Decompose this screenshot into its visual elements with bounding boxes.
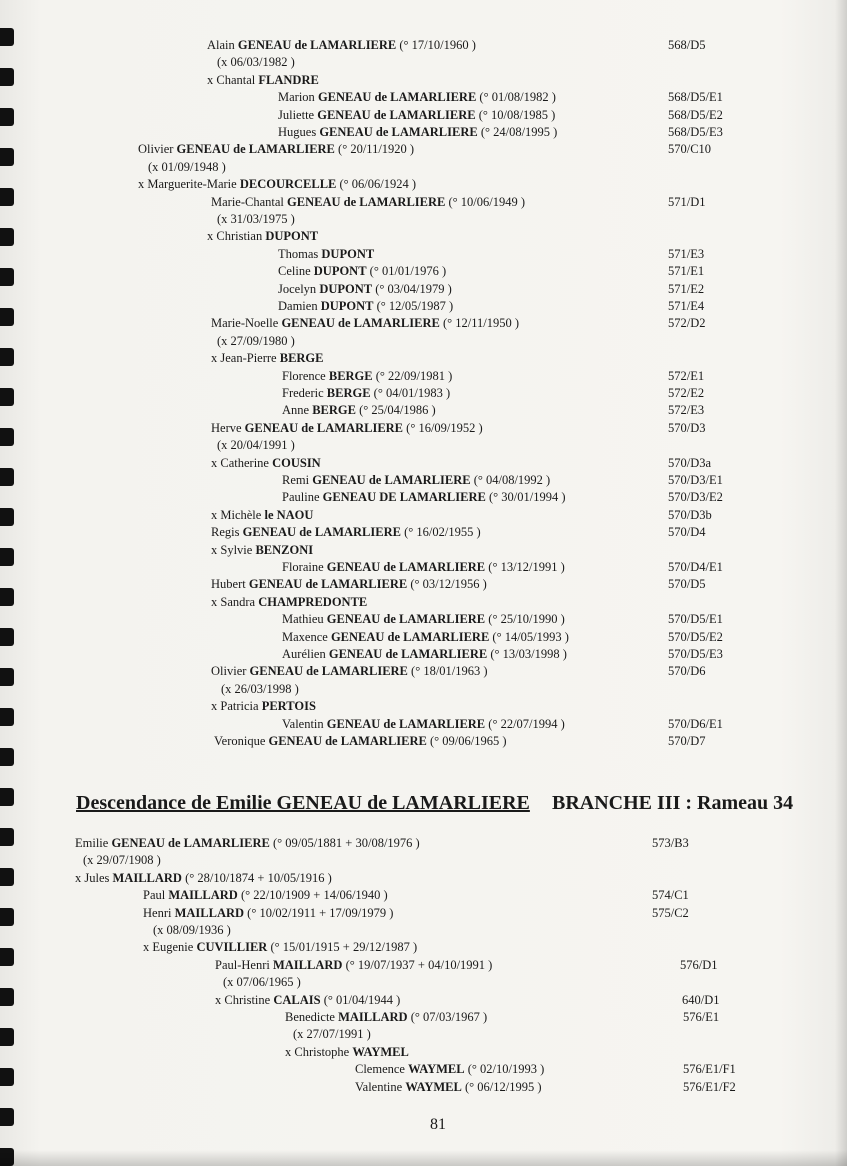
binding-ring	[0, 948, 14, 966]
binding-ring	[0, 468, 14, 486]
reference-code: 570/D5/E2	[668, 629, 723, 644]
person-entry	[211, 595, 367, 610]
given-name: Clemence	[355, 1062, 409, 1077]
binding-ring	[0, 268, 14, 286]
life-dates: (° 22/07/1994 )	[485, 716, 565, 731]
person-entry	[278, 282, 452, 297]
binding-ring	[0, 788, 14, 806]
given-name: Mathieu	[282, 612, 327, 627]
given-name: x Eugenie	[143, 940, 197, 955]
surname: DUPONT	[321, 246, 375, 261]
surname: GENEAU de LAMARLIERE	[244, 420, 404, 435]
surname: CUVILLIER	[196, 940, 268, 955]
person-entry	[215, 993, 400, 1008]
given-name: x Marguerite-Marie	[138, 177, 240, 192]
life-dates: (° 07/03/1967 )	[407, 1010, 488, 1024]
reference-code: 568/D5/E1	[668, 90, 723, 105]
surname: DUPONT	[320, 299, 374, 313]
surname: GENEAU de LAMARLIERE	[328, 647, 488, 661]
life-dates: (° 15/01/1915 + 29/12/1987 )	[267, 940, 418, 955]
binding-ring	[0, 668, 14, 686]
life-dates: (° 13/12/1991 )	[485, 560, 565, 574]
binding-ring	[0, 628, 14, 646]
life-dates: (° 03/12/1956 )	[407, 577, 487, 592]
surname: DUPONT	[319, 281, 373, 296]
reference-code: 570/D3/E1	[668, 473, 723, 487]
binding-ring	[0, 68, 14, 86]
surname: BERGE	[279, 351, 324, 366]
given-name: Paul-Henri	[215, 957, 273, 972]
binding-ring	[0, 708, 14, 726]
reference-code: 575/C2	[652, 905, 689, 920]
binding-ring	[0, 308, 14, 326]
person-entry	[214, 734, 507, 749]
binding-ring	[0, 188, 14, 206]
person-entry	[282, 630, 569, 645]
surname: GENEAU de LAMARLIERE	[287, 194, 446, 209]
given-name: x Christine	[215, 992, 274, 1007]
life-dates: (° 28/10/1874 + 10/05/1916 )	[181, 870, 332, 885]
life-dates: (° 14/05/1993 )	[489, 629, 569, 644]
reference-code: 570/C10	[668, 142, 712, 157]
given-name: (x 26/03/1998 )	[221, 681, 299, 696]
given-name: (x 07/06/1965 )	[223, 975, 301, 990]
surname: BENZONI	[255, 542, 314, 557]
person-entry	[211, 525, 481, 540]
given-name: Anne	[282, 403, 313, 418]
reference-code: 571/D1	[668, 194, 706, 209]
given-name: x Christian	[207, 229, 266, 244]
surname: WAYMEL	[352, 1044, 409, 1059]
life-dates: (° 03/04/1979 )	[372, 281, 452, 296]
binding-ring	[0, 588, 14, 606]
life-dates: (° 22/10/1909 + 14/06/1940 )	[237, 888, 388, 903]
life-dates: (° 18/01/1963 )	[407, 664, 488, 679]
binding-ring	[0, 748, 14, 766]
given-name: Juliette	[278, 107, 318, 122]
surname: WAYMEL	[405, 1079, 462, 1094]
given-name: Frederic	[282, 386, 327, 400]
person-entry	[211, 664, 488, 679]
person-entry	[211, 699, 316, 714]
surname: DUPONT	[313, 264, 367, 279]
given-name: x Sandra	[211, 594, 259, 609]
person-entry	[355, 1062, 544, 1077]
surname: GENEAU de LAMARLIERE	[248, 577, 408, 592]
surname: GENEAU de LAMARLIERE	[317, 90, 477, 105]
person-entry	[278, 247, 374, 262]
given-name: (x 08/09/1936 )	[153, 923, 231, 937]
life-dates: (° 01/04/1944 )	[320, 992, 401, 1007]
person-entry	[207, 73, 319, 88]
life-dates: (° 09/06/1965 )	[426, 734, 507, 748]
given-name: Olivier	[211, 664, 250, 679]
person-entry	[211, 421, 483, 436]
reference-code: 573/B3	[652, 836, 689, 850]
given-name: Jocelyn	[278, 281, 320, 296]
person-entry	[211, 577, 487, 592]
given-name: (x 27/09/1980 )	[217, 333, 295, 348]
given-name: Alain	[207, 38, 238, 52]
surname: MAILLARD	[168, 888, 238, 903]
person-entry	[282, 369, 452, 384]
surname: CALAIS	[273, 992, 321, 1007]
surname: le NAOU	[264, 507, 314, 522]
surname: GENEAU de LAMARLIERE	[312, 473, 471, 487]
given-name: Hugues	[278, 125, 320, 139]
life-dates: (° 10/02/1911 + 17/09/1979 )	[244, 905, 394, 920]
person-entry	[223, 975, 301, 990]
person-entry	[282, 403, 436, 418]
given-name: Regis	[211, 525, 243, 540]
person-entry	[282, 717, 565, 732]
given-name: x Jean-Pierre	[211, 351, 280, 366]
reference-code: 571/E2	[668, 281, 705, 296]
binding-ring	[0, 108, 14, 126]
given-name: x Christophe	[285, 1044, 353, 1059]
reference-code: 572/D2	[668, 316, 706, 331]
reference-code: 570/D6/E1	[668, 716, 723, 731]
binding-ring	[0, 348, 14, 366]
page-bottom-shadow	[0, 1150, 847, 1166]
reference-code: 571/E4	[668, 299, 705, 313]
person-entry	[278, 264, 446, 279]
given-name: Marie-Noelle	[211, 316, 282, 331]
binding-ring	[0, 988, 14, 1006]
reference-code: 576/E1/F2	[683, 1079, 736, 1094]
surname: BERGE	[328, 368, 373, 383]
person-entry	[143, 940, 417, 955]
given-name: x Jules	[75, 870, 113, 885]
life-dates: (° 06/12/1995 )	[461, 1079, 542, 1094]
person-entry	[278, 125, 557, 140]
person-entry	[282, 647, 567, 662]
surname: GENEAU de LAMARLIERE	[319, 125, 478, 139]
person-entry	[282, 560, 565, 575]
person-entry	[278, 90, 556, 105]
person-entry	[75, 836, 420, 851]
surname: GENEAU de LAMARLIERE	[330, 629, 490, 644]
surname: MAILLARD	[174, 905, 245, 920]
reference-code: 571/E3	[668, 246, 705, 261]
person-entry	[217, 212, 295, 227]
life-dates: (° 16/02/1955 )	[400, 525, 481, 540]
person-entry	[282, 473, 550, 488]
person-entry	[217, 438, 295, 453]
person-entry	[211, 316, 519, 331]
person-entry	[211, 195, 525, 210]
heading-title: Descendance de Emilie GENEAU de LAMARLIERE	[76, 792, 530, 814]
given-name: Marion	[278, 90, 318, 105]
life-dates: (° 04/08/1992 )	[470, 473, 551, 487]
life-dates: (° 17/10/1960 )	[396, 38, 476, 52]
reference-code: 570/D6	[668, 664, 706, 679]
life-dates: (° 12/05/1987 )	[373, 299, 454, 313]
reference-code: 570/D7	[668, 734, 706, 748]
given-name: Maxence	[282, 629, 331, 644]
surname: PERTOIS	[261, 699, 316, 714]
binding-ring	[0, 508, 14, 526]
person-entry	[143, 906, 393, 921]
given-name: Paul	[143, 888, 169, 903]
person-entry	[282, 386, 450, 401]
reference-code: 576/E1	[683, 1010, 720, 1024]
person-entry	[293, 1027, 371, 1042]
given-name: (x 31/03/1975 )	[217, 212, 295, 226]
section-heading	[76, 792, 796, 815]
reference-code: 576/E1/F1	[683, 1062, 736, 1077]
surname: GENEAU de LAMARLIERE	[111, 836, 270, 850]
person-entry	[211, 351, 324, 366]
person-entry	[207, 38, 476, 53]
surname: GENEAU de LAMARLIERE	[281, 316, 440, 331]
given-name: Aurélien	[282, 647, 329, 661]
binding-ring	[0, 388, 14, 406]
surname: WAYMEL	[408, 1062, 465, 1077]
reference-code: 572/E3	[668, 403, 705, 418]
given-name: Valentin	[282, 716, 327, 731]
given-name: (x 29/07/1908 )	[83, 853, 161, 868]
reference-code: 570/D4/E1	[668, 560, 723, 574]
given-name: Henri	[143, 905, 175, 920]
reference-code: 571/E1	[668, 264, 705, 279]
given-name: Herve	[211, 420, 245, 435]
reference-code: 570/D3a	[668, 455, 712, 470]
given-name: Floraine	[282, 560, 327, 574]
life-dates: (° 04/01/1983 )	[370, 386, 451, 400]
life-dates: (° 30/01/1994 )	[485, 490, 566, 505]
given-name: x Michèle	[211, 507, 265, 522]
binding-ring	[0, 868, 14, 886]
life-dates: (° 01/08/1982 )	[476, 90, 556, 105]
person-entry	[211, 456, 321, 471]
surname: GENEAU de LAMARLIERE	[326, 560, 486, 574]
surname: GENEAU de LAMARLIERE	[249, 664, 408, 679]
person-entry	[215, 958, 492, 973]
given-name: (x 20/04/1991 )	[217, 438, 295, 453]
given-name: Benedicte	[285, 1010, 339, 1024]
reference-code: 576/D1	[680, 957, 718, 972]
reference-code: 640/D1	[682, 992, 720, 1007]
reference-code: 568/D5/E2	[668, 107, 723, 122]
life-dates: (° 22/09/1981 )	[372, 368, 453, 383]
surname: GENEAU de LAMARLIERE	[326, 716, 486, 731]
person-entry	[355, 1080, 542, 1095]
person-entry	[282, 612, 565, 627]
life-dates: (° 19/07/1937 + 04/10/1991 )	[342, 957, 493, 972]
reference-code: 570/D4	[668, 525, 706, 540]
binding-ring	[0, 148, 14, 166]
given-name: Thomas	[278, 246, 322, 261]
binding-ring	[0, 228, 14, 246]
person-entry	[138, 177, 416, 192]
binding-ring	[0, 428, 14, 446]
binding-ring	[0, 1068, 14, 1086]
given-name: (x 27/07/1991 )	[293, 1027, 371, 1042]
surname: DUPONT	[265, 229, 319, 244]
surname: FLANDRE	[258, 72, 319, 87]
reference-code: 570/D3b	[668, 507, 712, 522]
person-entry	[278, 299, 453, 314]
surname: GENEAU de LAMARLIERE	[237, 38, 397, 52]
binding-ring	[0, 1108, 14, 1126]
person-entry	[148, 160, 226, 175]
page-number: 81	[430, 1116, 446, 1133]
surname: GENEAU de LAMARLIERE	[326, 612, 486, 627]
life-dates: (° 16/09/1952 )	[403, 420, 483, 435]
given-name: (x 01/09/1948 )	[148, 159, 226, 174]
life-dates: (° 20/11/1920 )	[334, 142, 415, 157]
life-dates: (° 13/03/1998 )	[487, 647, 567, 661]
reference-code: 570/D3	[668, 420, 706, 435]
binding-ring	[0, 548, 14, 566]
person-entry	[143, 888, 388, 903]
person-entry	[221, 682, 299, 697]
given-name: Celine	[278, 264, 314, 279]
given-name: Hubert	[211, 577, 249, 592]
reference-code: 572/E1	[668, 368, 705, 383]
person-entry	[138, 142, 414, 157]
surname: GENEAU de LAMARLIERE	[242, 525, 401, 540]
surname: COUSIN	[272, 455, 321, 470]
person-entry	[285, 1045, 409, 1060]
reference-code: 568/D5/E3	[668, 125, 723, 139]
given-name: (x 06/03/1982 )	[217, 55, 295, 70]
life-dates: (° 25/04/1986 )	[355, 403, 436, 418]
reference-code: 570/D5	[668, 577, 706, 592]
surname: MAILLARD	[112, 870, 182, 885]
person-entry	[285, 1010, 487, 1025]
given-name: Remi	[282, 473, 313, 487]
person-entry	[217, 334, 295, 349]
given-name: x Catherine	[211, 455, 273, 470]
binding-ring	[0, 28, 14, 46]
person-entry	[211, 543, 313, 558]
reference-code: 568/D5	[668, 38, 706, 52]
person-entry	[278, 108, 555, 123]
surname: BERGE	[326, 386, 371, 400]
surname: GENEAU DE LAMARLIERE	[322, 490, 486, 505]
spiral-binding	[0, 0, 16, 1166]
person-entry	[153, 923, 231, 938]
given-name: Veronique	[214, 734, 269, 748]
given-name: Emilie	[75, 836, 112, 850]
reference-code: 570/D5/E1	[668, 612, 723, 627]
surname: GENEAU de LAMARLIERE	[317, 107, 476, 122]
person-entry	[83, 853, 161, 868]
given-name: x Sylvie	[211, 542, 256, 557]
person-entry	[217, 55, 295, 70]
binding-ring	[0, 1028, 14, 1046]
surname: BERGE	[312, 403, 356, 418]
heading-branch: BRANCHE III : Rameau 34	[552, 792, 794, 814]
life-dates: (° 10/08/1985 )	[475, 107, 556, 122]
life-dates: (° 02/10/1993 )	[464, 1062, 545, 1077]
binding-ring	[0, 908, 14, 926]
person-entry	[75, 871, 332, 886]
life-dates: (° 24/08/1995 )	[477, 125, 558, 139]
surname: GENEAU de LAMARLIERE	[268, 734, 427, 748]
given-name: x Patricia	[211, 699, 262, 714]
life-dates: (° 06/06/1924 )	[336, 177, 417, 192]
life-dates: (° 12/11/1950 )	[439, 316, 519, 331]
surname: CHAMPREDONTE	[258, 594, 368, 609]
given-name: Valentine	[355, 1079, 406, 1094]
given-name: Olivier	[138, 142, 177, 157]
surname: GENEAU de LAMARLIERE	[176, 142, 335, 157]
given-name: Florence	[282, 368, 329, 383]
surname: MAILLARD	[272, 957, 343, 972]
given-name: Marie-Chantal	[211, 194, 288, 209]
given-name: x Chantal	[207, 72, 259, 87]
life-dates: (° 01/01/1976 )	[366, 264, 447, 279]
reference-code: 572/E2	[668, 386, 705, 400]
life-dates: (° 10/06/1949 )	[445, 194, 526, 209]
person-entry	[207, 229, 318, 244]
life-dates: (° 25/10/1990 )	[485, 612, 565, 627]
surname: MAILLARD	[338, 1010, 408, 1024]
person-entry	[211, 508, 313, 523]
given-name: Pauline	[282, 490, 323, 505]
binding-ring	[0, 828, 14, 846]
life-dates: (° 09/05/1881 + 30/08/1976 )	[269, 836, 420, 850]
page-edge-shadow	[835, 0, 847, 1166]
reference-code: 570/D3/E2	[668, 490, 723, 505]
reference-code: 570/D5/E3	[668, 647, 723, 661]
person-entry	[282, 490, 566, 505]
given-name: Damien	[278, 299, 321, 313]
reference-code: 574/C1	[652, 888, 689, 903]
surname: DECOURCELLE	[239, 177, 337, 192]
